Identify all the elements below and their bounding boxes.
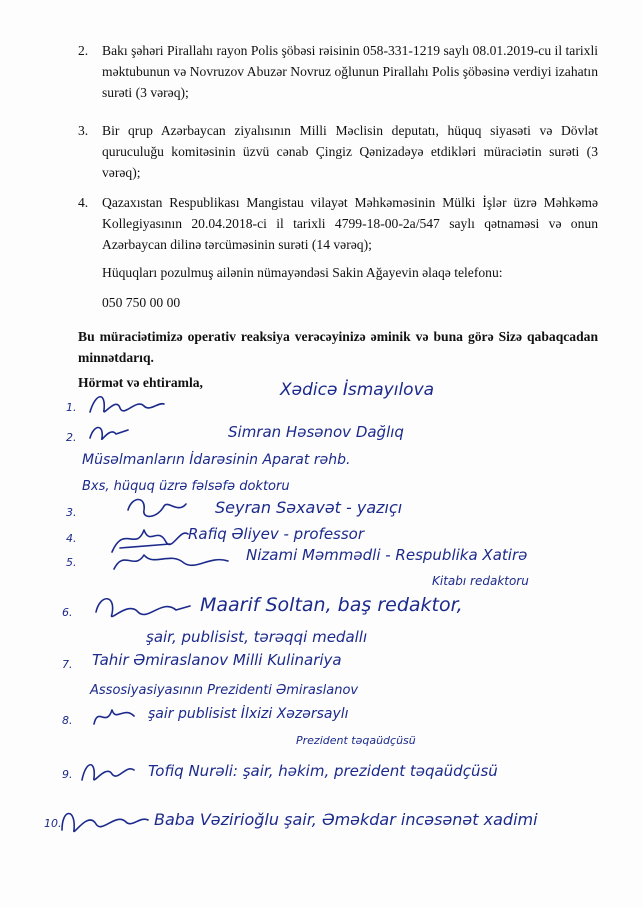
signature-title: Kitabı redaktoru — [432, 574, 529, 588]
signature-scribble — [86, 390, 166, 420]
signature-name: Simran Həsənov Dağlıq — [228, 423, 404, 441]
regards-line: Hörmət və ehtiramla, — [78, 375, 203, 390]
signature-number: 4. — [66, 532, 77, 545]
signature-title: Müsəlmanların İdarəsinin Аparat rəhb. — [82, 452, 351, 468]
closing-paragraph: Bu müraciətimizə operativ reaksiya verəcəyinizə əminik və buna görə Sizə qabaqcadan minnətdarıq. — [78, 329, 598, 365]
item-number: 3. — [78, 123, 89, 138]
list-item — [78, 192, 598, 255]
signature-title: Assosiyasiyasının Prezidenti Əmiraslanov — [90, 683, 359, 698]
signature-title: Prezident təqaüdçüsü — [296, 734, 416, 747]
signature-scribble — [80, 756, 136, 786]
signature-name: Tahir Əmiraslanov Milli Kulinariya — [92, 651, 342, 669]
signature-scribble — [92, 592, 192, 626]
signature-number: 7. — [62, 658, 73, 671]
signature-number: 9. — [62, 768, 73, 781]
signature-number: 6. — [62, 606, 73, 619]
item-number: 4. — [78, 195, 89, 210]
signature-name: Tofiq Nurəli: şair, həkim, prezident təqaüdçüsü — [148, 762, 498, 780]
item-number: 2. — [78, 43, 89, 58]
item-text: Bir qrup Azərbaycan ziyalısının Milli Məclisin deputatı, hüquq siyasəti və Dövlət quruculuğu komitəsinin üzvü cənab Çingiz Qənizadəyə etdikləri müraciətin surəti (3 vərəq); — [102, 123, 598, 180]
signature-number: 3. — [66, 506, 77, 519]
list-item — [78, 120, 598, 183]
item-text: Qazaxıstan Respublikası Mangistau vilayət Məhkəməsinin Mülki İşlər üzrə Məhkəmə Kollegiyasının 20.04.2018-ci il tarixli 4799-18-00-2a/547 saylı qətnaməsi və onun Azərbaycan dilinə tərcüməsinin surəti (14 vərəq); — [102, 195, 598, 252]
signature-scribble — [110, 545, 230, 575]
signature-title: Bxs, hüquq üzrə fəlsəfə doktoru — [82, 479, 290, 494]
signature-number: 10. — [44, 817, 62, 830]
signature-name: Xədicə İsmayılova — [280, 380, 435, 400]
signature-scribble — [92, 702, 136, 730]
signature-name: şair publisist İlxizi Xəzərsaylı — [148, 706, 349, 722]
signature-name: Seyran Səxavət - yazıçı — [215, 498, 403, 517]
contact-label: Hüquqları pozulmuş ailənin nümayəndəsi Sakin Ağayevin əlaqə telefonu: — [102, 265, 503, 280]
signature-scribble — [58, 804, 150, 840]
signature-number: 8. — [62, 714, 73, 727]
signature-title: şair, publisist, tərəqqi medallı — [146, 628, 368, 646]
contact-phone: 050 750 00 00 — [102, 295, 181, 310]
signature-scribble — [88, 420, 132, 446]
signature-scribble — [124, 494, 188, 522]
signature-name: Maarif Soltan, baş redaktor, — [200, 594, 463, 616]
signature-number: 1. — [66, 401, 77, 414]
signature-number: 5. — [66, 556, 77, 569]
list-item — [78, 40, 598, 103]
signature-name: Rafiq Əliyev - professor — [188, 525, 365, 543]
item-text: Bakı şəhəri Pirallahı rayon Polis şöbəsi rəisinin 058-331-1219 saylı 08.01.2019-cu il tarixli məktubunun və Novruzov Abuzər Novruz oğlunun Pirallahı Polis şöbəsinə verdiyi izahatın surəti (3 vərəq); — [102, 43, 598, 100]
signature-number: 2. — [66, 431, 77, 444]
signature-name: Baba Vəzirioğlu şair, Əməkdar incəsənət xadimi — [154, 810, 538, 829]
signature-name: Nizami Məmmədli - Respublika Xatirə — [246, 546, 528, 564]
